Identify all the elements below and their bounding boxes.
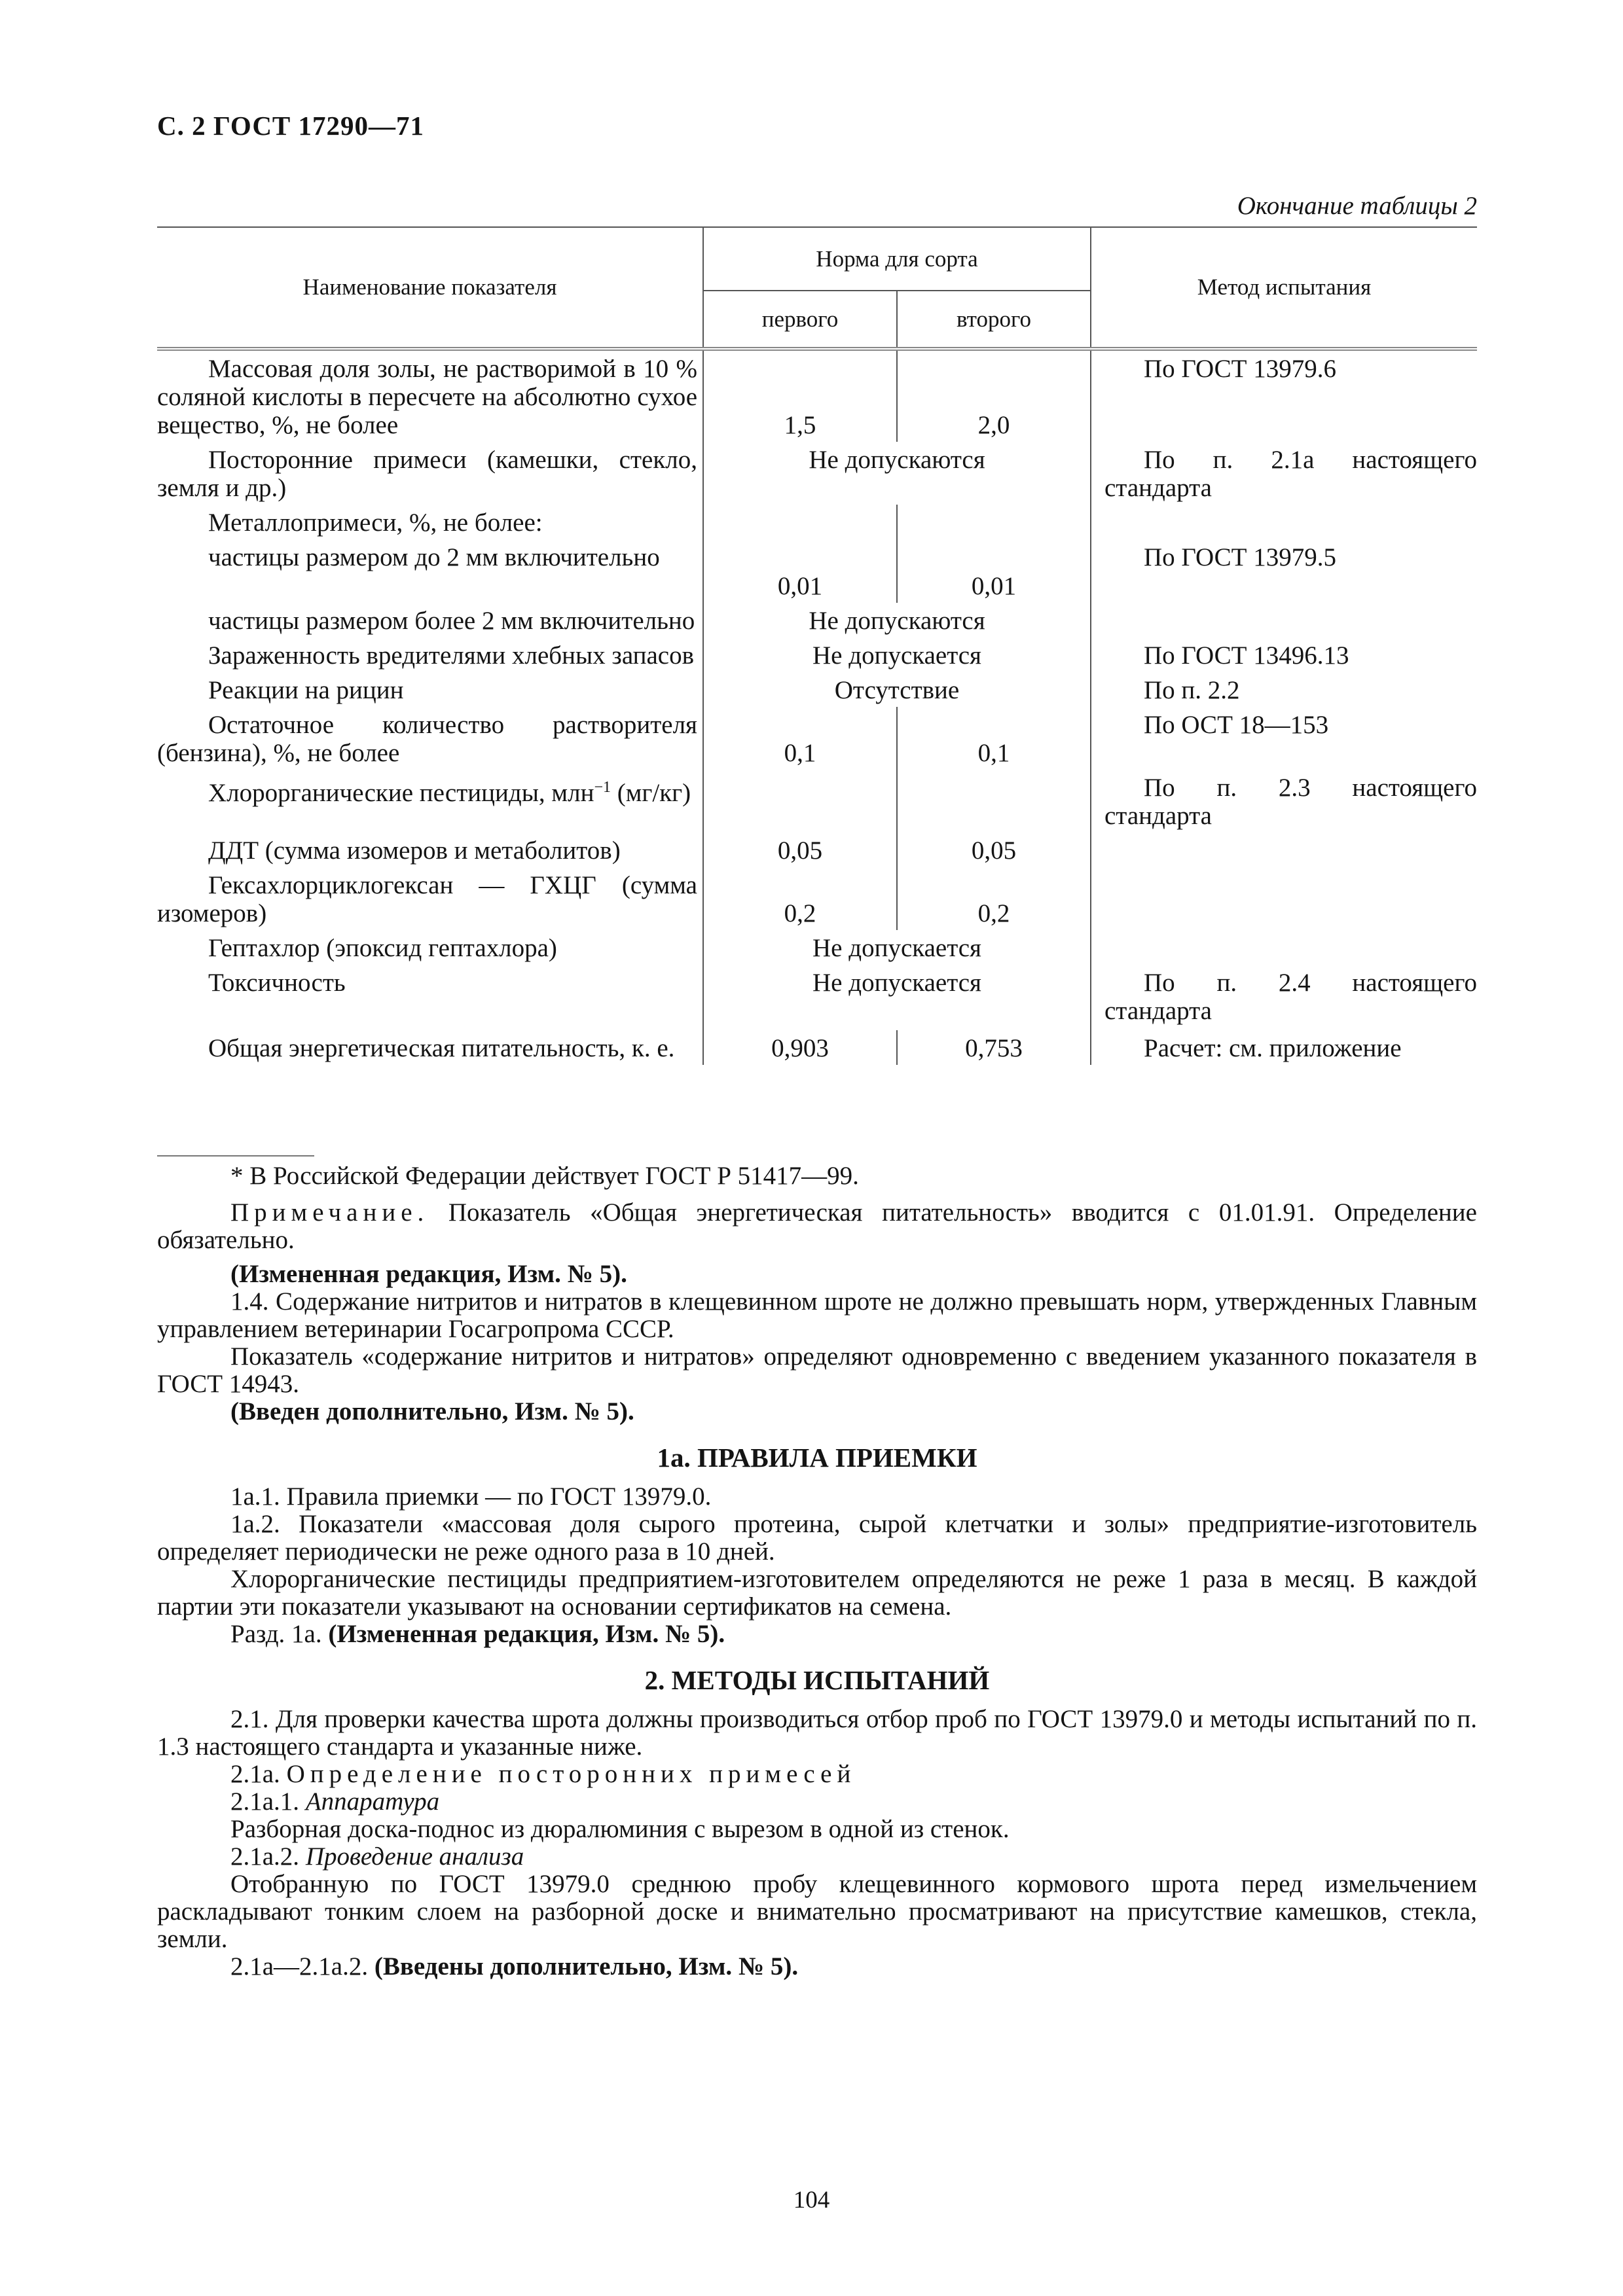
table-row <box>157 442 1477 505</box>
row-value-first: 0,1 <box>703 707 897 770</box>
row-value-second: 0,2 <box>897 867 1091 930</box>
note-label: Примечание. <box>230 1198 429 1227</box>
row-name: Токсичность <box>208 969 346 997</box>
subsection-title: Проведение анализа <box>305 1842 524 1871</box>
row-method: По п. 2.3 настоящего стандарта <box>1104 774 1477 830</box>
note-paragraph <box>157 1199 1477 1254</box>
table-row <box>157 707 1477 770</box>
table-row <box>157 539 1477 603</box>
paragraph-number: 2.1а.2. <box>230 1842 306 1871</box>
table-row <box>157 770 1477 833</box>
paragraph-2-1a-1 <box>157 1788 1477 1816</box>
paragraph-2-1a-2-text: Отобранную по ГОСТ 13979.0 среднюю пробу клещевинного кормового шрота перед измельчением раскладывают тонким слоем на разборной доске и внимательно просматривают на присутствие камешков, стекла, земли. <box>157 1870 1477 1953</box>
table-row <box>157 833 1477 867</box>
row-value-merged: Не допускается <box>703 930 1091 965</box>
row-method: По п. 2.1а настоящего стандарта <box>1104 446 1477 502</box>
row-name: Гептахлор (эпоксид гептахлора) <box>208 934 557 962</box>
page-header: С. 2 ГОСТ 17290—71 <box>157 111 425 141</box>
row-method: По п. 2.4 настоящего стандарта <box>1104 969 1477 1025</box>
paragraph-1-4: 1.4. Содержание нитритов и нитратов в клещевинном шроте не должно превышать норм, утвержденных Главным управлением ветеринарии Госагропрома СССР. <box>157 1287 1477 1343</box>
paragraph-1-4-b: Показатель «содержание нитритов и нитратов» определяют одновременно с введением указанного показателя в ГОСТ 14943. <box>157 1342 1477 1398</box>
row-value-merged: Не допускается <box>703 965 1091 1030</box>
section-heading-1a: 1а. ПРАВИЛА ПРИЕМКИ <box>657 1443 977 1473</box>
paragraph-2-1a-2 <box>157 1843 1477 1871</box>
row-value-second: 2,0 <box>897 349 1091 442</box>
row-value-first: 1,5 <box>703 349 897 442</box>
paragraph-1a-1: 1а.1. Правила приемки — по ГОСТ 13979.0. <box>230 1482 712 1511</box>
row-name: Зараженность вредителями хлебных запасов <box>208 641 695 670</box>
paragraph-2-1a <box>157 1761 1477 1788</box>
row-method: По ГОСТ 13496.13 <box>1144 641 1349 670</box>
row-name: Гексахлорциклогексан — ГХЦГ (сумма изомеров) <box>157 871 697 927</box>
row-value-first: 0,01 <box>703 539 897 603</box>
row-value-second: 0,753 <box>897 1030 1091 1065</box>
amendment-note: (Измененная редакция, Изм. № 5). <box>328 1620 725 1648</box>
section-heading-2: 2. МЕТОДЫ ИСПЫТАНИЙ <box>644 1665 990 1695</box>
table-row <box>157 505 1477 539</box>
footnote: * В Российской Федерации действует ГОСТ Р 51417—99. <box>230 1162 859 1190</box>
col-header-method: Метод испытания <box>1091 227 1477 349</box>
amendment-note: (Введены дополнительно, Изм. № 5). <box>374 1952 799 1981</box>
row-value-first: 0,903 <box>703 1030 897 1065</box>
subsection-title: Аппаратура <box>305 1787 440 1816</box>
row-name: Хлорорганические пестициды, млн <box>208 779 594 807</box>
body-text <box>157 1162 1477 1981</box>
table-row <box>157 603 1477 637</box>
table-row <box>157 1030 1477 1065</box>
row-value-merged: Не допускаются <box>703 603 1091 637</box>
paragraph-1a-2-b: Хлорорганические пестициды предприятием-изготовителем определяются не реже 1 раза в месяц. В каждой партии эти показатели указывают на основании сертификатов на семена. <box>157 1565 1477 1621</box>
row-value-second: 0,05 <box>897 833 1091 867</box>
paragraph-number: 2.1а. <box>230 1760 287 1788</box>
row-name: Посторонние примеси (камешки, стекло, земля и др.) <box>157 446 697 502</box>
section-amendment <box>157 1621 1477 1648</box>
subsection-title: Определение посторонних примесей <box>286 1760 856 1788</box>
row-method: По п. 2.2 <box>1144 676 1240 704</box>
row-name: Общая энергетическая питательность, к. е. <box>208 1034 675 1062</box>
paragraph-number: 2.1а—2.1а.2. <box>230 1952 374 1981</box>
row-method: По ГОСТ 13979.5 <box>1144 543 1336 571</box>
row-name: частицы размером до 2 мм включительно <box>208 543 660 571</box>
row-name: Реакции на рицин <box>208 676 404 704</box>
table-row <box>157 867 1477 930</box>
row-name: Остаточное количество растворителя (бензина), %, не более <box>157 711 697 767</box>
note-text: Показатель «Общая энергетическая питательность» вводится с 01.01.91. Определение обязательно. <box>157 1198 1477 1254</box>
page-number: 104 <box>793 2187 830 2214</box>
col-header-first: первого <box>703 291 897 349</box>
table-row <box>157 965 1477 1030</box>
paragraph-1a-2: 1а.2. Показатели «массовая доля сырого протеина, сырой клетчатки и золы» предприятие-изготовитель определяет периодически не реже одного раза в 10 дней. <box>157 1510 1477 1566</box>
table-row <box>157 637 1477 672</box>
razd-prefix: Разд. 1а. <box>230 1620 329 1648</box>
row-value-merged: Не допускаются <box>703 442 1091 505</box>
row-name: ДДТ (сумма изомеров и метаболитов) <box>208 836 621 865</box>
table-row <box>157 672 1477 707</box>
row-name: Металлопримеси, %, не более: <box>208 509 543 537</box>
row-value-second: 0,1 <box>897 707 1091 770</box>
col-header-name: Наименование показателя <box>157 227 703 349</box>
row-name-sup: −1 <box>594 779 611 796</box>
paragraph-2-1: 2.1. Для проверки качества шрота должны производиться отбор проб по ГОСТ 13979.0 и методы испытаний по п. 1.3 настоящего стандарта и указанные ниже. <box>157 1705 1477 1761</box>
row-value-merged: Отсутствие <box>703 672 1091 707</box>
row-value-merged: Не допускается <box>703 637 1091 672</box>
amendment-note: (Введен дополнительно, Изм. № 5). <box>230 1397 634 1426</box>
table-row <box>157 349 1477 442</box>
footnote-rule <box>157 1155 314 1157</box>
row-method: По ГОСТ 13979.6 <box>1144 355 1336 383</box>
col-header-second: второго <box>897 291 1091 349</box>
amendment-note: (Измененная редакция, Изм. № 5). <box>230 1260 627 1288</box>
row-value-second: 0,01 <box>897 539 1091 603</box>
paragraph-2-1a-1-text: Разборная доска-поднос из дюралюминия с вырезом в одной из стенок. <box>230 1815 1010 1843</box>
row-value-first: 0,2 <box>703 867 897 930</box>
paragraph-number: 2.1а.1. <box>230 1787 306 1816</box>
final-amendment <box>157 1953 1477 1981</box>
row-method: Расчет: см. приложение <box>1144 1034 1402 1062</box>
row-name: частицы размером более 2 мм включительно <box>208 607 695 635</box>
indicators-table <box>157 226 1477 1065</box>
table-row <box>157 930 1477 965</box>
table-caption: Окончание таблицы 2 <box>1237 192 1477 220</box>
row-value-first: 0,05 <box>703 833 897 867</box>
row-name: Массовая доля золы, не растворимой в 10 % соляной кислоты в пересчете на абсолютно сухое вещество, %, не более <box>157 355 697 439</box>
col-header-norm: Норма для сорта <box>703 227 1091 291</box>
row-name-tail: (мг/кг) <box>610 779 691 807</box>
row-method: По ОСТ 18—153 <box>1144 711 1329 739</box>
